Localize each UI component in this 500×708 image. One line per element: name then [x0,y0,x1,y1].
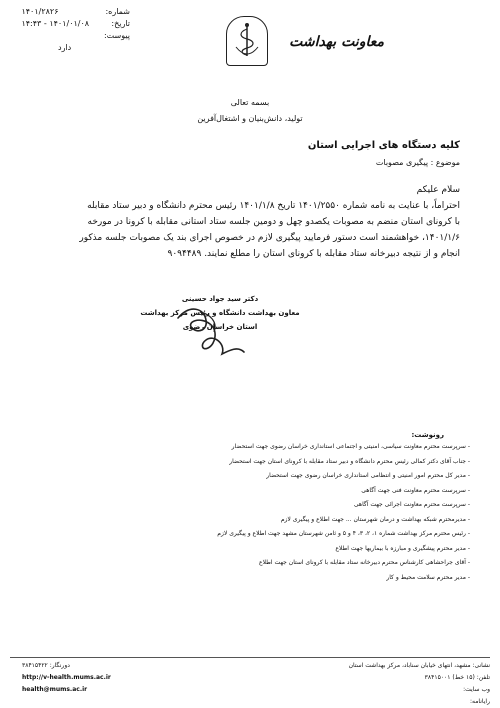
number-value: ۱۴۰۱/۲۸۲۶ [21,7,59,16]
bismillah: بسمه تعالی [230,98,270,107]
date-label: تاریخ: [111,19,130,28]
footer-fax: دورنگار: ۳۸۴۱۵۴۲۲ [22,662,70,669]
cc-list [40,440,470,585]
subject: موضوع : پیگیری مصوبات [375,158,460,167]
cc-item: - سرپرست محترم معاونت اجرائی جهت آگاهی [40,498,470,513]
paragraph-line: با کرونای استان منضم به مصوبات یکصدو چهل و دومین جلسه ستاد استانی مقابله با کرونا در مورخه [87,217,460,227]
signer-name: دکتر سید جواد حسینی [181,295,259,303]
paragraph-line: احتراماً، با عنایت به نامه شماره ۱۴۰۱/۲۵۵۰ تاریخ ۱۴۰۱/۱/۸ رئیس محترم دانشگاه و دبیر ستاد مقابله [87,201,460,211]
handwritten-signature [170,300,250,360]
cc-item: - مدیرمحترم شبکه بهداشت و درمان شهرستان ... جهت اطلاع و پیگیری لازم [40,513,470,528]
footer-email: health@mums.ac.ir [22,686,88,693]
footer-phone: تلفن: (۱۵ خط) ۳۸۴۱۵۰۰۱ [424,674,490,681]
cc-heading: رونوشت: [411,431,444,439]
attachment-label: پیوست: [103,31,130,40]
year-slogan: تولید، دانش‌بنیان و اشتغال‌آفرین [197,114,303,123]
letter-paragraph [20,198,460,262]
university-logo [226,16,268,66]
footer-website: http://v-health.mums.ac.ir [22,674,111,681]
signer-province: استان خراسان رضوی [182,323,258,331]
date-row [10,18,130,30]
footer-email-label: رایانامه: [469,698,490,705]
footer-right [230,660,490,708]
cc-item: - سرپرست محترم معاونت سیاسی، امنیتی و اجتماعی استانداری خراسان رضوی جهت استحضار [40,440,470,455]
cc-item: - مدیر کل محترم امور امنیتی و انتظامی استانداری خراسان رضوی جهت استحضار [40,469,470,484]
cc-item: - رئیس محترم مرکز بهداشت شماره ۱، ۲، ۳، ۴ و ۵ و ثامن شهرستان مشهد جهت اطلاع و پیگیری لازم [40,527,470,542]
deputy-title: معاونت بهداشت [289,34,384,50]
letter-meta [10,6,130,54]
footer-divider [10,657,490,658]
signer-title: معاون بهداشت دانشگاه و رئیس مرکز بهداشت [140,309,300,317]
emblem-icon [232,21,262,61]
number-row [10,6,130,18]
attachment-row [10,30,130,54]
paragraph-line: ۱۴۰۱/۱/۶، خواهشمند است دستور فرمایید پیگیری لازم در خصوص اجرای بند یک مصوبات جلسه مذکور [79,233,460,243]
date-value: ۱۴۰۱/۰۱/۰۸ - ۱۴:۴۳ [21,19,90,28]
greeting: سلام علیکم [416,185,460,195]
footer-left [22,660,192,696]
cc-item: - مدیر محترم پیشگیری و مبارزه با بیماریها جهت اطلاع [40,542,470,557]
recipient: کلیه دستگاه های اجرایی استان [307,140,460,151]
cc-item: - جناب آقای دکتر کمالی رئیس محترم دانشگاه و دبیر ستاد مقابله با کرونای استان جهت استحضار [40,455,470,470]
cc-item: - سرپرست محترم معاونت فنی جهت آگاهی [40,484,470,499]
paragraph-line: انجام و از نتیجه دبیرخانه ستاد مقابله با کرونای استان را مطلع نمایند. ۹۰۹۴۴۸۹ [167,249,460,259]
footer-address: نشانی: مشهد، انتهای خیابان سناباد، مرکز بهداشت استان [348,662,490,669]
attachment-value: دارد [58,43,72,52]
footer-web-label: وب سایت: [463,686,490,693]
number-label: شماره: [105,7,130,16]
cc-item: - آقای جراحشاهی کارشناس محترم دبیرخانه ستاد مقابله با کرونای استان جهت اطلاع [40,556,470,571]
cc-item: - مدیر محترم سلامت محیط و کار [40,571,470,586]
